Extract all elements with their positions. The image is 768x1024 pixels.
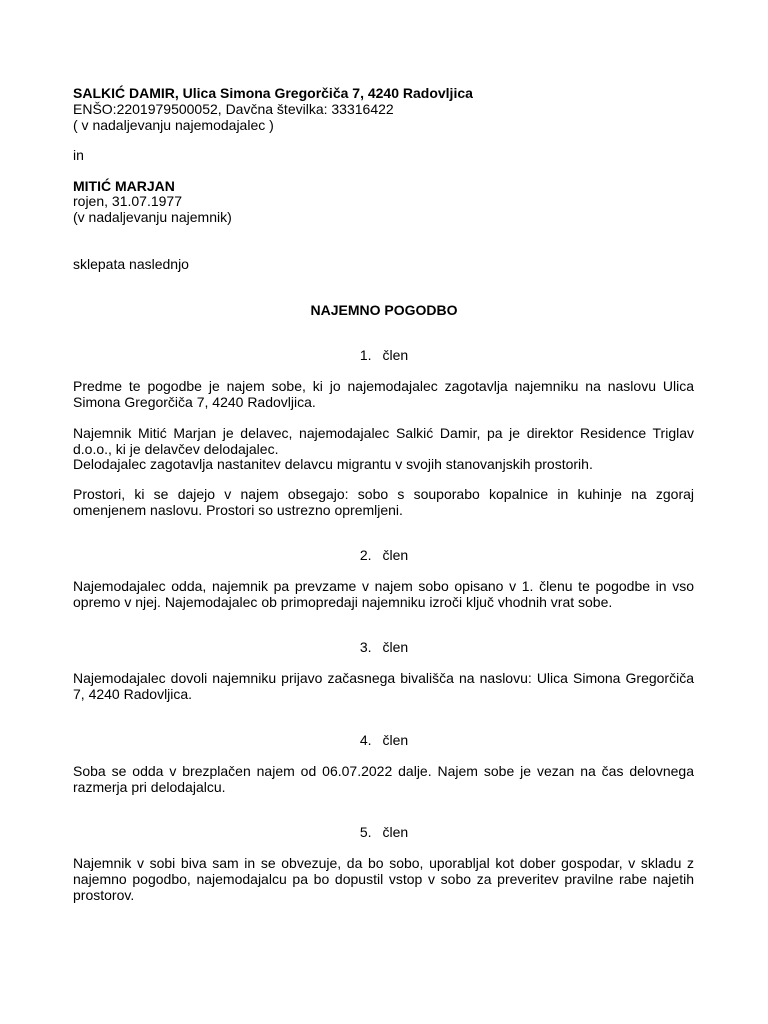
article-1-paragraph-2: Najemnik Mitić Marjan je delavec, najemodajalec Salkić Damir, pa je direktor Residence Triglav d.o.o., ki je delavčev delodajalec. (73, 425, 694, 457)
article-3-heading (0, 639, 768, 655)
article-2-paragraph-1: Najemodajalec odda, najemnik pa prevzame v najem sobo opisano v 1. členu te pogodbe in vso opremo v njej. Najemodajalec ob primopredaji najemniku izroči ključ vhodnih vrat sobe. (73, 578, 694, 610)
article-5-paragraph-1: Najemnik v sobi biva sam in se obvezuje, da bo sobo, uporabljal kot dober gospodar, v skladu z najemno pogodbo, najemodajalcu pa bo dopustil vstop v sobo za preveritev pravilne rabe najetih prostorov. (73, 855, 694, 903)
article-1-paragraph-4: Prostori, ki se dajejo v najem obsegajo: sobo s souporabo kopalnice in kuhinje na zgoraj omenjenem naslovu. Prostori so ustrezno opremljeni. (73, 486, 694, 518)
article-1-paragraph-1: Predme te pogodbe je najem sobe, ki jo najemodajalec zagotavlja najemniku na naslovu Ulica Simona Gregorčiča 7, 4240 Radovljica. (73, 378, 694, 410)
article-label: člen (382, 732, 409, 748)
party1-role: ( v nadaljevanju najemodajalec ) (73, 117, 274, 133)
article-2-heading (0, 547, 768, 563)
article-number: 5. (359, 824, 372, 840)
party2-name: MITIĆ MARJAN (73, 178, 175, 194)
article-1-paragraph-3: Delodajalec zagotavlja nastanitev delavcu migrantu v svojih stanovanjskih prostorih. (73, 456, 593, 472)
intro-text: sklepata naslednjo (73, 256, 189, 272)
party2-role: (v nadaljevanju najemnik) (73, 209, 232, 225)
article-number: 4. (359, 732, 372, 748)
party1-header: SALKIĆ DAMIR, Ulica Simona Gregorčiča 7, 4240 Radovljica (73, 85, 473, 101)
party2-born: rojen, 31.07.1977 (73, 193, 182, 209)
conjunction: in (73, 147, 84, 163)
article-label: člen (382, 347, 409, 363)
article-label: člen (382, 824, 409, 840)
article-label: člen (382, 547, 409, 563)
article-number: 1. (359, 347, 372, 363)
article-3-paragraph-1: Najemodajalec dovoli najemniku prijavo začasnega bivališča na naslovu: Ulica Simona Gregorčiča 7, 4240 Radovljica. (73, 670, 694, 702)
article-4-paragraph-1: Soba se odda v brezplačen najem od 06.07.2022 dalje. Najem sobe je vezan na čas delovnega razmerja pri delodajalcu. (73, 763, 694, 795)
article-1-heading (0, 347, 768, 363)
article-number: 3. (359, 639, 372, 655)
article-4-heading (0, 732, 768, 748)
article-label: člen (382, 639, 409, 655)
document-title: NAJEMNO POGODBO (310, 302, 458, 318)
article-5-heading (0, 824, 768, 840)
article-number: 2. (359, 547, 372, 563)
party1-ids: ENŠO:2201979500052, Davčna številka: 33316422 (73, 101, 394, 117)
